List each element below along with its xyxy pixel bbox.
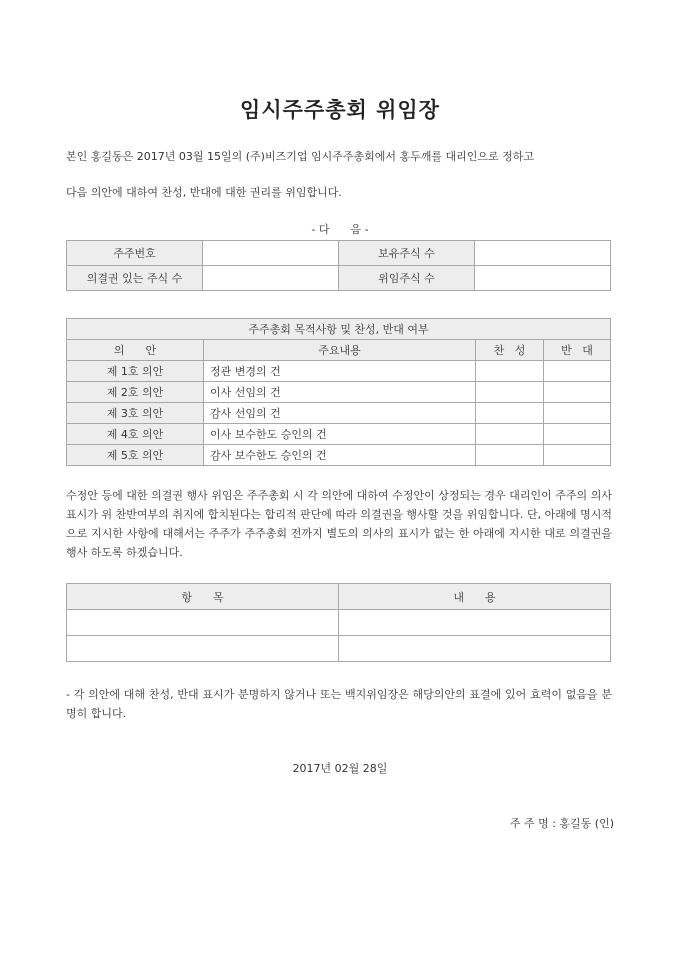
table-row — [67, 241, 611, 266]
shareholder-no-field[interactable] — [203, 241, 339, 266]
agenda-caption: 주주총회 목적사항 및 찬성, 반대 여부 — [67, 319, 611, 340]
item-field[interactable] — [67, 636, 339, 662]
content-header: 내 용 — [339, 584, 611, 610]
voting-shares-field[interactable] — [203, 266, 339, 291]
agenda-header: 의 안 — [67, 340, 204, 361]
for-checkbox[interactable] — [476, 403, 544, 424]
table-row — [67, 424, 611, 445]
agenda-label: 제 2호 의안 — [67, 382, 204, 403]
content-header: 주요내용 — [204, 340, 476, 361]
owned-shares-field[interactable] — [475, 241, 611, 266]
table-row — [67, 403, 611, 424]
intro-line-1: 본인 홍길동은 2017년 03월 15일의 (주)비즈기업 임시주주총회에서 홍두깨를 대리인으로 정하고 — [66, 150, 534, 163]
shareholder-signature: 주 주 명 : 홍길동 (인) — [509, 817, 614, 830]
agenda-label: 제 3호 의안 — [67, 403, 204, 424]
delegated-shares-label: 위임주식 수 — [338, 266, 474, 291]
table-row — [67, 636, 611, 662]
for-checkbox[interactable] — [476, 361, 544, 382]
agenda-header-row — [67, 340, 611, 361]
document-title: 임시주주총회 위임장 — [240, 98, 440, 122]
table-row — [67, 610, 611, 636]
agenda-label: 제 5호 의안 — [67, 445, 204, 466]
agenda-content: 정관 변경의 건 — [204, 361, 476, 382]
validity-note: - 각 의안에 대해 찬성, 반대 표시가 분명하지 않거나 또는 백지위임장은 해당의안의 표결에 있어 효력이 없음을 분명히 합니다. — [66, 688, 612, 720]
against-checkbox[interactable] — [544, 382, 611, 403]
voting-shares-label: 의결권 있는 주식 수 — [67, 266, 203, 291]
intro-line-2: 다음 의안에 대하여 찬성, 반대에 대한 권리를 위임합니다. — [66, 186, 342, 199]
agenda-caption-row — [67, 319, 611, 340]
agenda-table — [66, 318, 611, 466]
agenda-content: 이사 보수한도 승인의 건 — [204, 424, 476, 445]
item-field[interactable] — [67, 610, 339, 636]
against-checkbox[interactable] — [544, 445, 611, 466]
content-field[interactable] — [339, 636, 611, 662]
owned-shares-label: 보유주식 수 — [338, 241, 474, 266]
agenda-content: 이사 선임의 건 — [204, 382, 476, 403]
table-row — [67, 382, 611, 403]
instruction-table — [66, 583, 611, 662]
shareholder-table — [66, 240, 611, 291]
against-header: 반 대 — [544, 340, 611, 361]
for-checkbox[interactable] — [476, 424, 544, 445]
for-header: 찬 성 — [476, 340, 544, 361]
shareholder-no-label: 주주번호 — [67, 241, 203, 266]
agenda-label: 제 4호 의안 — [67, 424, 204, 445]
instruction-header-row — [67, 584, 611, 610]
table-row — [67, 266, 611, 291]
document-date: 2017년 02월 28일 — [292, 762, 388, 775]
amendment-paragraph: 수정안 등에 대한 의결권 행사 위임은 주주총회 시 각 의안에 대하여 수정안이 상정되는 경우 대리인이 주주의 의사 표시가 위 찬반여부의 취지에 합치된다는 합리적 판단에 따라 의결권을 행사할 것을 위임합니다. 단, 아래에 명시적으로 지시한 사항에 대해서는 주주가 주주총회 전까지 별도의 의사의 표시가 없는 한 아래에 지시한 대로 의결권을 행사 하도록 하겠습니다. — [66, 489, 612, 559]
table-row — [67, 361, 611, 382]
for-checkbox[interactable] — [476, 445, 544, 466]
agenda-label: 제 1호 의안 — [67, 361, 204, 382]
agenda-content: 감사 선임의 건 — [204, 403, 476, 424]
table-row — [67, 445, 611, 466]
against-checkbox[interactable] — [544, 403, 611, 424]
delegated-shares-field[interactable] — [475, 266, 611, 291]
content-field[interactable] — [339, 610, 611, 636]
sub-heading: - 다 음 - — [311, 223, 369, 236]
against-checkbox[interactable] — [544, 424, 611, 445]
item-header: 항 목 — [67, 584, 339, 610]
for-checkbox[interactable] — [476, 382, 544, 403]
agenda-content: 감사 보수한도 승인의 건 — [204, 445, 476, 466]
against-checkbox[interactable] — [544, 361, 611, 382]
